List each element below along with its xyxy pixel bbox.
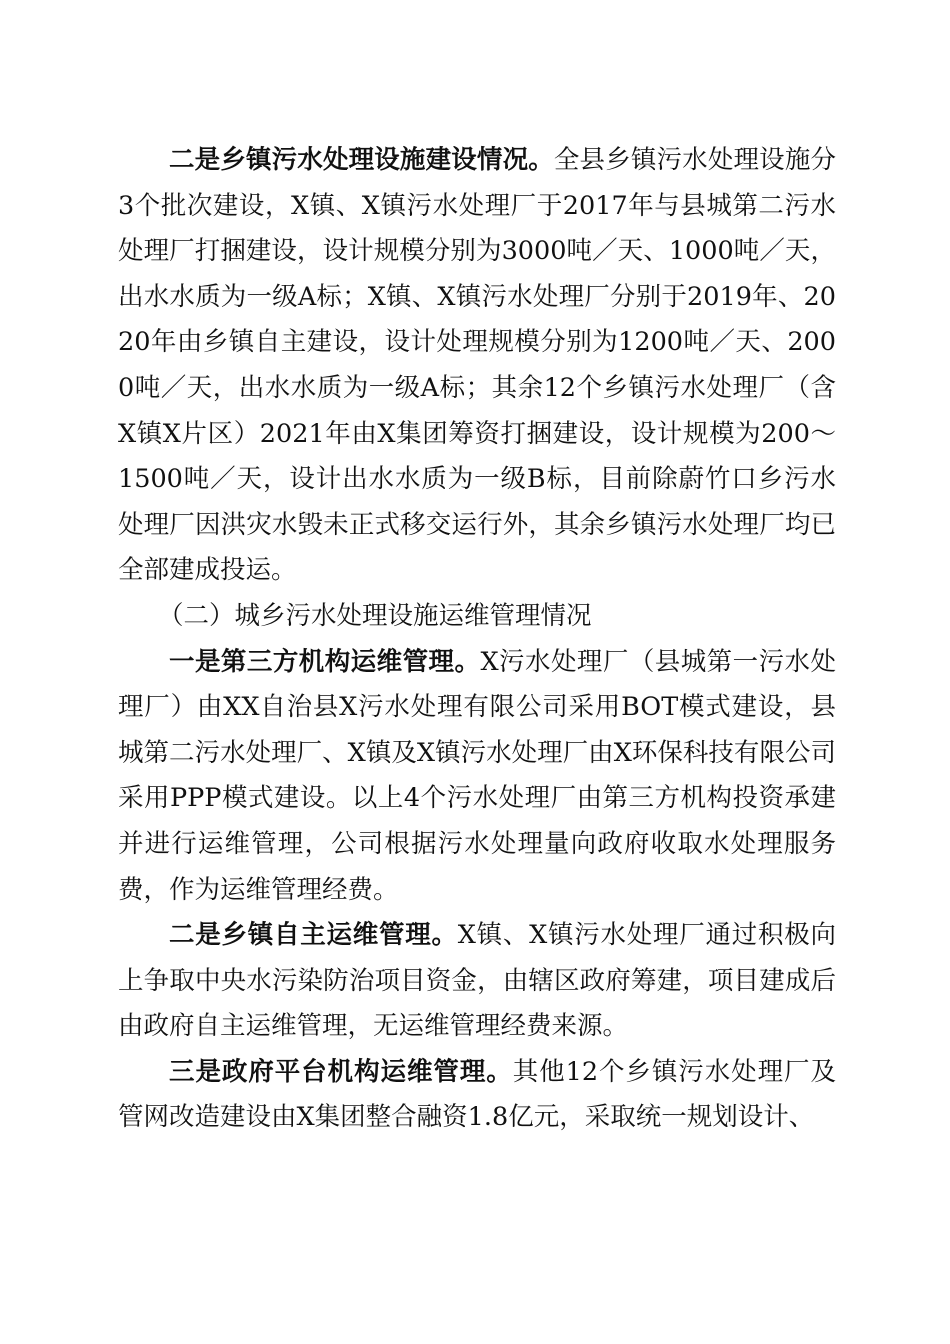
paragraph-text: X污水处理厂（县城第一污水处理厂）由XX自治县X污水处理有限公司采用BOT模式建设，县城第二污水处理厂、X镇及X镇污水处理厂由X环保科技有限公司采用PPP模式建设。以上4个污水处理厂由第三方机构投资承建并进行运维管理，公司根据污水处理量向政府收取水处理服务费，作为运维管理经费。 [118,646,836,905]
paragraph-lead: 一是第三方机构运维管理。 [169,646,481,677]
paragraph-township-self-operation [118,913,836,1050]
paragraph-government-platform-operation [118,1050,836,1141]
paragraph-text: 其他12个乡镇污水处理厂及管网改造建设由X集团整合融资1.8亿元，采取统一规划设计、 [118,1056,836,1133]
section-heading: （二）城乡污水处理设施运维管理情况 [158,600,592,631]
paragraph-text: 全县乡镇污水处理设施分3个批次建设，X镇、X镇污水处理厂于2017年与县城第二污水处理厂打捆建设，设计规模分别为3000吨／天、1000吨／天，出水水质为一级A标；X镇、X镇污水处理厂分别于2019年、2020年由乡镇自主建设，设计处理规模分别为1200吨／天、2000吨／天，出水水质为一级A标；其余12个乡镇污水处理厂（含X镇X片区）2021年由X集团筹资打捆建设，设计规模为200～1500吨／天，设计出水水质为一级B标，目前除蔚竹口乡污水处理厂因洪灾水毁未正式移交运行外，其余乡镇污水处理厂均已全部建成投运。 [118,145,836,586]
document-body [118,138,836,1141]
paragraph-text: X镇、X镇污水处理厂通过积极向上争取中央水污染防治项目资金，由辖区政府筹建，项目建成后由政府自主运维管理，无运维管理经费来源。 [118,920,836,1042]
paragraph-third-party-operation [118,640,836,914]
paragraph-lead: 二是乡镇自主运维管理。 [169,920,458,951]
paragraph-lead: 二是乡镇污水处理设施建设情况。 [169,145,554,175]
paragraph-lead: 三是政府平台机构运维管理。 [169,1056,513,1087]
paragraph-township-construction [118,138,836,594]
